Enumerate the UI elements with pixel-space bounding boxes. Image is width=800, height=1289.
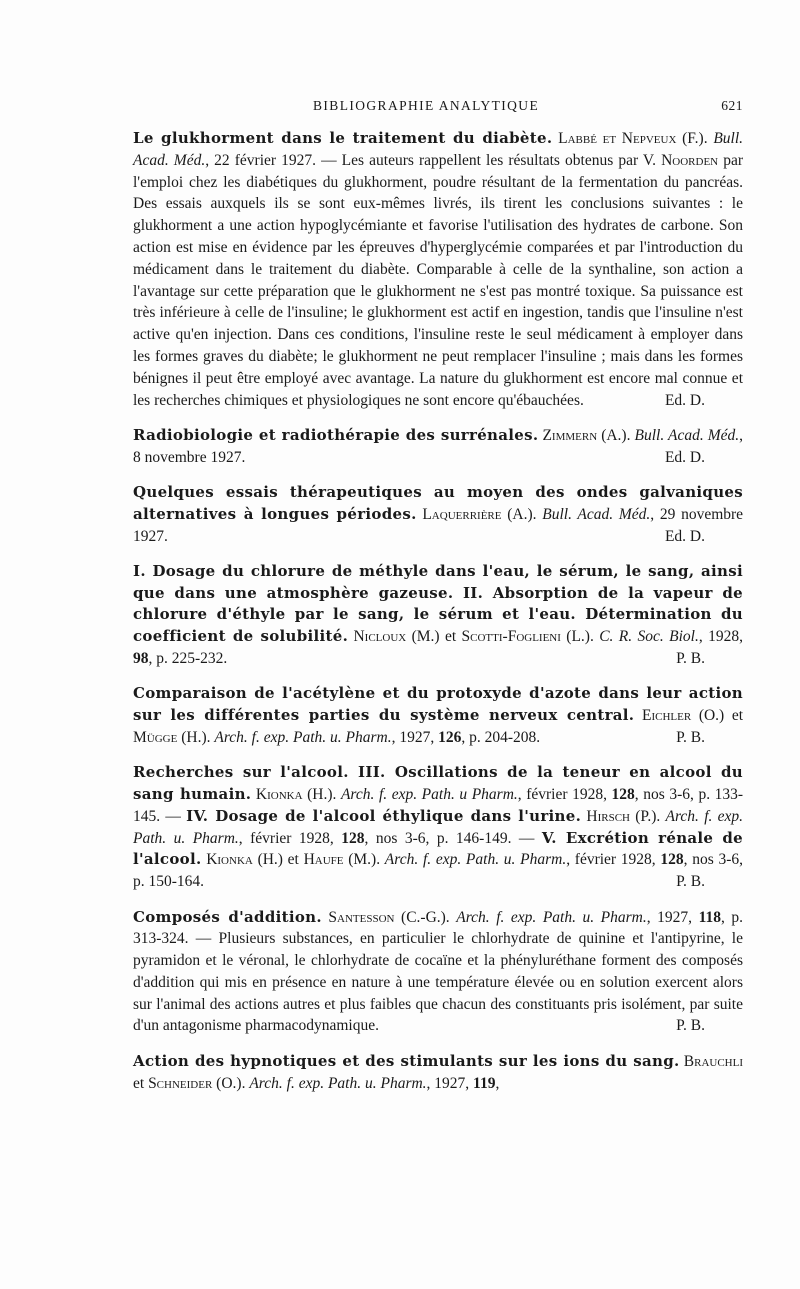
entry-author: Mügge xyxy=(133,728,178,746)
entry-initials: (C.-G.). xyxy=(401,908,450,926)
entry-title: Recherches sur l'alcool. III. Oscillations de la teneur en alcool du sang humain. xyxy=(133,763,743,804)
entry-initials: (M.) et xyxy=(411,628,457,646)
entry-author: Kionka xyxy=(206,851,253,869)
entry-volume: 126 xyxy=(438,728,462,746)
entry-date: , 1927, xyxy=(646,908,699,926)
entry-signature: P. B. xyxy=(676,873,705,891)
entry-title: Radiobiologie et radiothérapie des surrénales. xyxy=(133,425,539,444)
entry-signature: P. B. xyxy=(676,650,705,668)
entry-initials: (H.) et xyxy=(257,851,299,869)
entry-volume: 128 xyxy=(660,851,684,869)
entry-date: , février 1928, xyxy=(566,851,661,869)
entry-author: Eichler xyxy=(641,707,692,725)
entry-acetylene xyxy=(133,683,743,748)
entry-source: Arch. f. exp. Path. u. Pharm. xyxy=(133,807,744,847)
entry-date: , 22 février 1927. — xyxy=(205,151,342,169)
entry-initials: (A.). xyxy=(507,505,537,523)
entry-initials: (M.). xyxy=(348,851,381,869)
entry-source: Arch. f. exp. Path. u. Pharm. xyxy=(384,851,567,869)
entry-title: Quelques essais thérapeutiques au moyen des ondes galvaniques alternatives à longues périodes. xyxy=(133,482,743,523)
entry-title: Action des hypnotiques et des stimulants sur les ions du sang. xyxy=(133,1051,680,1070)
running-title: BIBLIOGRAPHIE ANALYTIQUE xyxy=(313,98,540,113)
text-column xyxy=(133,128,743,1108)
entry-signature: Ed. D. xyxy=(664,391,705,409)
entry-author: Nicloux xyxy=(353,628,407,646)
entry-source: C. R. Soc. Biol. xyxy=(599,628,699,646)
entry-source: Arch. f. exp. Path. u. Pharm. xyxy=(214,728,392,746)
entry-title: Composés d'addition. xyxy=(133,907,322,926)
entry-initials: (H.). xyxy=(307,786,337,804)
entry-volume: 128 xyxy=(611,786,635,804)
entry-initials: et xyxy=(133,1074,145,1092)
entry-subtitle: V. Excrétion rénale de l'alcool. xyxy=(133,828,744,869)
entry-volume: 128 xyxy=(341,829,365,847)
entry-cited-name: Noorden xyxy=(661,151,719,169)
entry-initials: (O.) et xyxy=(698,707,744,725)
entry-date: , 1928, xyxy=(698,628,743,646)
entry-body: par l'emploi chez les diabétiques du glukhorment, poudre résultant de la fermentation du pancréas. Des essais auxquels ils se sont eux-mêmes livrés, ils tirent les conclusions suivantes : le glukhorment a une action hypoglycémiante et favorise l'utilisation des hydrates de carbone. Son action est mise en évidence par les épreuves d'hyperglycémie comparées et par l'introduction du médicament dans le traitement du diabète. Comparable à celle de la synthaline, son action a l'avantage sur cette préparation que le glukhorment ne s'est pas montré toxique. Sa puissance est très inférieure à celle de l'insuline; le glukhorment est actif en ingestion, tandis que l'insuline n'est active qu'en injection. Dans ces conditions, l'insuline reste le seul médicament à employer dans les formes graves du diabète; le glukhorment ne peut remplacer l'insuline ; mais dans les formes bénignes il peut être employé avec avantage. La nature du glukhorment est encore mal connue et les recherches chimiques et physiologiques ne sont encore qu'ébauchées. xyxy=(133,151,743,409)
entry-author: Schneider xyxy=(148,1074,213,1092)
entry-author: Scotti-Foglieni xyxy=(461,628,561,646)
entry-pages: , p. 225-232. xyxy=(148,650,228,668)
entry-initials: (L.). xyxy=(566,628,594,646)
entry-author: Brauchli xyxy=(683,1052,743,1070)
running-header xyxy=(133,98,743,120)
entry-chlorure-methyle xyxy=(133,561,743,670)
entry-volume: 98 xyxy=(133,650,149,668)
entry-source: Bull. Acad. Méd. xyxy=(133,130,744,169)
entry-source: Bull. Acad. Méd. xyxy=(634,426,740,444)
entry-authors: Labbé et Nepveux xyxy=(558,130,677,147)
entry-signature: Ed. D. xyxy=(664,448,705,466)
entry-author: Hirsch xyxy=(586,807,630,825)
entry-date: , 1927, xyxy=(391,728,435,746)
entry-initials: (F.). xyxy=(682,130,708,147)
entry-hypnotiques xyxy=(133,1051,743,1095)
entry-signature: P. B. xyxy=(676,1017,705,1035)
entry-authors: Zimmern xyxy=(542,426,598,444)
entry-initials: (O.). xyxy=(216,1074,246,1092)
entry-body: Les auteurs rappellent les résultats obtenus par V. xyxy=(341,151,662,169)
entry-pages: , p. 313-324. — xyxy=(133,908,744,948)
entry-glukhorment xyxy=(133,128,743,411)
entry-volume: 118 xyxy=(698,908,721,926)
entry-ondes-galvaniques xyxy=(133,482,743,547)
entry-pages: , nos 3-6, p. 133-145. — xyxy=(133,786,744,825)
entry-date: , 29 novembre 1927. xyxy=(133,505,744,545)
entry-composes-addition xyxy=(133,907,743,1038)
entry-radiobiologie xyxy=(133,425,743,469)
page-number: 621 xyxy=(721,98,743,113)
entry-volume: 119 xyxy=(473,1074,496,1092)
entry-pages: , p. 204-208. xyxy=(461,728,541,746)
entry-pages: , nos 3-6, p. 146-149. — xyxy=(364,829,542,847)
entry-author: Haufe xyxy=(303,851,344,869)
entry-source: Arch. f. exp. Path. u Pharm. xyxy=(340,786,518,804)
entry-date: , 8 novembre 1927. xyxy=(133,426,744,466)
entry-title: Comparaison de l'acétylène et du protoxyde d'azote dans leur action sur les différentes parties du système nerveux central. xyxy=(133,684,743,725)
entry-authors: Santesson xyxy=(328,908,395,926)
entry-signature: P. B. xyxy=(676,728,705,746)
entry-pages: , nos 3-6, p. 150-164. xyxy=(133,851,744,891)
entry-alcool xyxy=(133,762,743,893)
entry-initials: (P.). xyxy=(635,807,661,825)
entry-initials: (A.). xyxy=(601,426,631,444)
entry-source: Arch. f. exp. Path. u. Pharm. xyxy=(249,1074,427,1092)
entry-title: I. Dosage du chlorure de méthyle dans l'eau, le sérum, le sang, ainsi que dans une atmosphère gazeuse. II. Absorption de la vapeur de chlorure d'éthyle par le sang, le sérum et l'eau. Détermination du coefficient de solubilité. xyxy=(133,561,743,646)
entry-pages: , xyxy=(495,1074,500,1092)
entry-signature: Ed. D. xyxy=(664,527,705,545)
entry-date: , février 1928, xyxy=(238,829,342,847)
entry-title: Le glukhorment dans le traitement du diabète. xyxy=(133,129,553,147)
entry-source: Arch. f. exp. Path. u. Pharm. xyxy=(456,908,647,926)
entry-date: , février 1928, xyxy=(517,786,612,804)
entry-body: Plusieurs substances, en particulier le chlorhydrate de quinine et l'antipyrine, le pyramidon et le véronal, le chlorhydrate de cocaïne et la phényluréthane forment des composés d'addition qui mis en présence en nature à une température élevée ou en solution exercent alors sur l'animal des actions autres et plus faibles que chacun des constituants pris isolément, par suite d'un antagonisme pharmacodynamique. xyxy=(133,930,743,1035)
entry-date: , 1927, xyxy=(426,1074,474,1092)
entry-author: Kionka xyxy=(255,786,303,804)
entry-source: Bull. Acad. Méd. xyxy=(542,505,651,523)
entry-initials: (H.). xyxy=(181,728,211,746)
entry-subtitle: IV. Dosage de l'alcool éthylique dans l'urine. xyxy=(186,806,582,825)
entry-authors: Laquerrière xyxy=(422,505,502,523)
